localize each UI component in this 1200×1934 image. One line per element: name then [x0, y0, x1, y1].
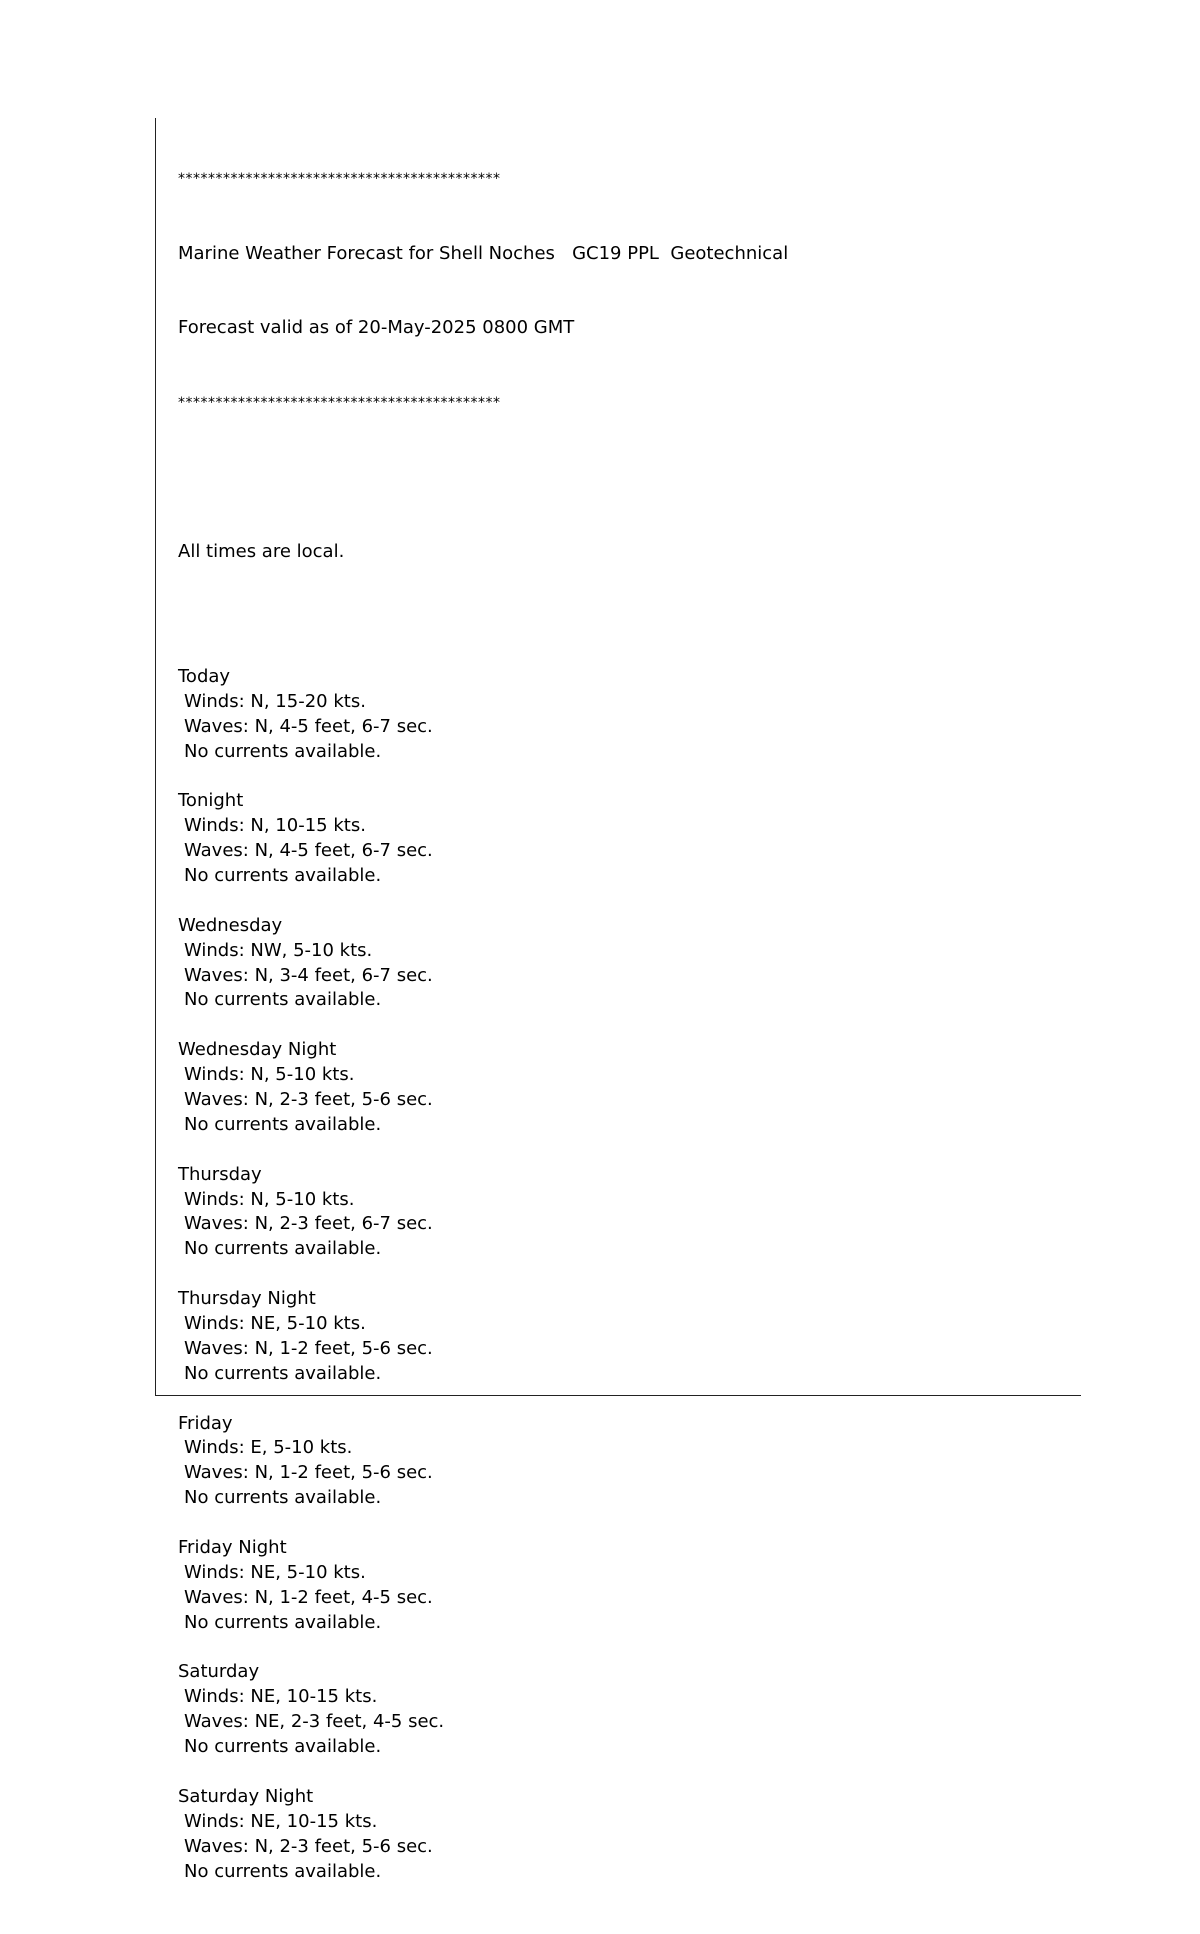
- spacer: [178, 640, 788, 665]
- forecast-text: [178, 117, 788, 1934]
- period-currents: No currents available.: [184, 1611, 382, 1633]
- period-winds: Winds: NE, 5-10 kts.: [184, 1312, 366, 1334]
- period-currents: No currents available.: [184, 1238, 382, 1260]
- forecast-period: [178, 1163, 788, 1263]
- period-waves: Waves: N, 4-5 feet, 6-7 sec.: [184, 840, 433, 862]
- period-waves: Waves: N, 2-3 feet, 5-6 sec.: [184, 1088, 433, 1110]
- forecast-title: Marine Weather Forecast for Shell Noches GC19 PPL Geotechnical: [178, 242, 789, 264]
- period-winds: Winds: N, 5-10 kts.: [184, 1188, 355, 1210]
- spacer: [178, 1013, 788, 1038]
- period-name: Friday: [178, 1412, 233, 1434]
- period-winds: Winds: NE, 5-10 kts.: [184, 1561, 366, 1583]
- spacer: [178, 1387, 788, 1412]
- period-name: Friday Night: [178, 1537, 287, 1558]
- period-waves: Waves: N, 3-4 feet, 6-7 sec.: [184, 964, 433, 986]
- period-currents: No currents available.: [184, 1113, 382, 1135]
- period-name: Wednesday: [178, 914, 283, 936]
- forecast-period: [178, 1785, 788, 1885]
- spacer: [178, 1138, 788, 1163]
- header-stars-bottom: *******************************************: [178, 394, 501, 411]
- forecast-period: [178, 1038, 788, 1138]
- period-currents: No currents available.: [184, 740, 382, 762]
- period-name: Thursday Night: [178, 1288, 316, 1310]
- period-name: Saturday Night: [178, 1785, 314, 1807]
- period-waves: Waves: NE, 2-3 feet, 4-5 sec.: [184, 1711, 445, 1733]
- period-currents: No currents available.: [184, 1860, 382, 1882]
- forecast-periods: [178, 640, 788, 1885]
- spacer: [178, 1760, 788, 1785]
- period-currents: No currents available.: [184, 989, 382, 1011]
- spacer: [178, 889, 788, 914]
- period-waves: Waves: N, 1-2 feet, 4-5 sec.: [184, 1586, 433, 1608]
- period-waves: Waves: N, 2-3 feet, 5-6 sec.: [184, 1835, 433, 1857]
- times-note: All times are local.: [178, 541, 345, 563]
- period-winds: Winds: NE, 10-15 kts.: [184, 1686, 378, 1708]
- period-winds: Winds: NE, 10-15 kts.: [184, 1810, 378, 1832]
- period-winds: Winds: N, 5-10 kts.: [184, 1064, 355, 1086]
- period-winds: Winds: N, 10-15 kts.: [184, 815, 366, 837]
- period-winds: Winds: N, 15-20 kts.: [184, 690, 366, 712]
- left-margin-rule: [155, 118, 156, 1396]
- forecast-period: [178, 1660, 788, 1760]
- spacer: [178, 1636, 788, 1661]
- period-currents: No currents available.: [184, 1362, 382, 1384]
- period-waves: Waves: N, 1-2 feet, 5-6 sec.: [184, 1337, 433, 1359]
- period-currents: No currents available.: [184, 1487, 382, 1509]
- forecast-period: [178, 665, 788, 765]
- period-name: Wednesday Night: [178, 1039, 337, 1061]
- forecast-period: [178, 1287, 788, 1387]
- period-name: Saturday: [178, 1661, 260, 1683]
- forecast-period: [178, 1412, 788, 1512]
- period-name: Today: [178, 665, 231, 687]
- spacer: [178, 1511, 788, 1536]
- forecast-period: [178, 789, 788, 889]
- spacer: [178, 764, 788, 789]
- spacer: [178, 466, 788, 491]
- period-waves: Waves: N, 4-5 feet, 6-7 sec.: [184, 715, 433, 737]
- period-waves: Waves: N, 2-3 feet, 6-7 sec.: [184, 1213, 433, 1235]
- period-winds: Winds: E, 5-10 kts.: [184, 1437, 353, 1459]
- period-currents: No currents available.: [184, 864, 382, 886]
- forecast-period: [178, 1536, 788, 1636]
- header-stars-top: *******************************************: [178, 170, 501, 187]
- forecast-valid-time: Forecast valid as of 20-May-2025 0800 GMT: [178, 317, 575, 339]
- period-currents: No currents available.: [184, 1736, 382, 1758]
- period-name: Tonight: [178, 790, 244, 812]
- forecast-period: [178, 914, 788, 1014]
- period-winds: Winds: NW, 5-10 kts.: [184, 939, 373, 961]
- spacer: [178, 1262, 788, 1287]
- period-waves: Waves: N, 1-2 feet, 5-6 sec.: [184, 1462, 433, 1484]
- period-name: Thursday: [178, 1163, 262, 1185]
